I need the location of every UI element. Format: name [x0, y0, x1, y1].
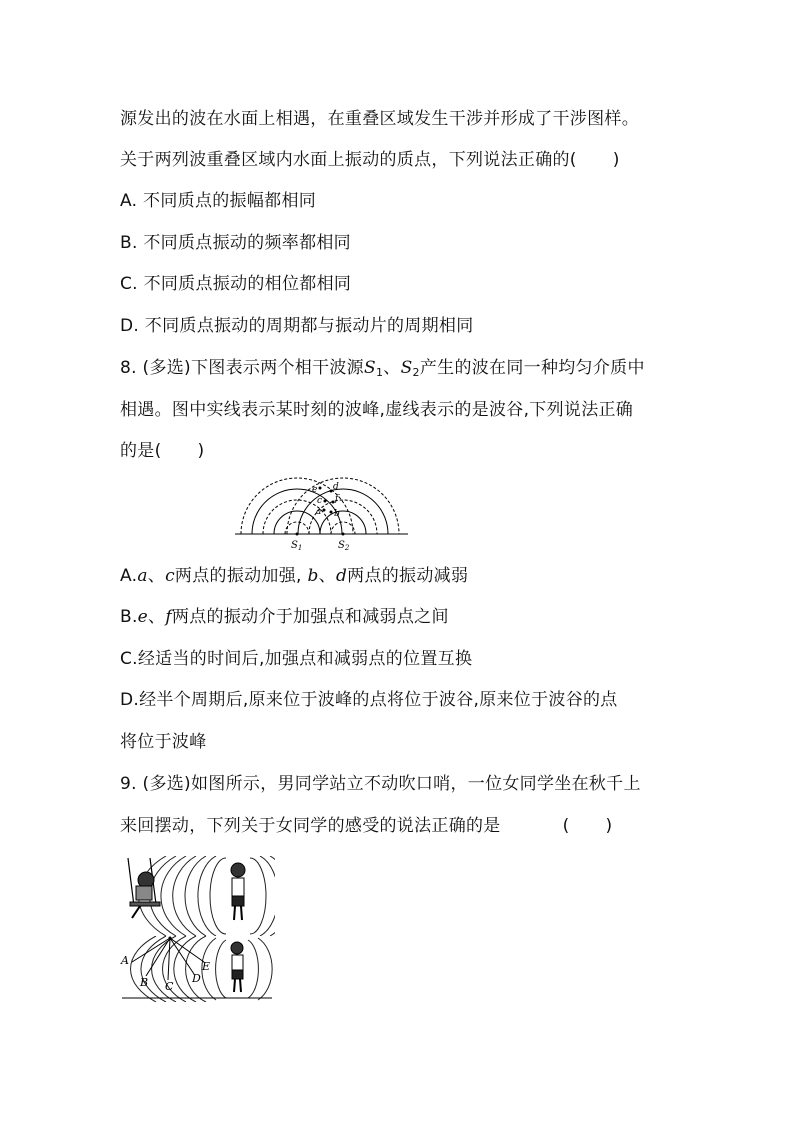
q8-option-b: B.e、f两点的振动介于加强点和减弱点之间	[120, 607, 449, 627]
swing-figure-bottom	[118, 936, 275, 1002]
q9-stem-line1: 9. (多选)如图所示，男同学站立不动吹口哨，一位女同学坐在秋千上	[120, 774, 641, 794]
q7-stem-close: )	[612, 150, 620, 170]
q8-stem-text: 的是(	[120, 441, 162, 461]
q9-stem-line2: 来回摆动，下列关于女同学的感受的说法正确的是 ( )	[120, 816, 613, 836]
s1-label: $S_1$	[291, 540, 303, 552]
position-d-label: D	[192, 972, 201, 985]
q7-option-c: C. 不同质点振动的相位都相同	[120, 274, 352, 294]
q8-option-d-line2: 将位于波峰	[120, 732, 207, 752]
position-b-label: B	[140, 976, 149, 989]
q7-stem-line1: 源发出的波在水面上相遇，在重叠区域发生干涉并形成了干涉图样。	[120, 109, 639, 129]
q8-option-a: A.a、c两点的振动加强, b、d两点的振动减弱	[120, 566, 469, 586]
q7-option-a: A. 不同质点的振幅都相同	[120, 191, 317, 211]
swing-figure-top	[120, 856, 275, 936]
q8-option-c: C.经适当的时间后,加强点和减弱点的位置互换	[120, 649, 473, 669]
s2-symbol: S	[400, 358, 413, 378]
position-e-label: E	[202, 960, 211, 973]
s2-label: $S_2$	[338, 540, 350, 552]
point-e-label: e	[312, 485, 318, 495]
q8-option-d-line1: D.经半个周期后,原来位于波峰的点将位于波谷,原来位于波谷的点	[120, 690, 618, 710]
interference-figure	[230, 468, 410, 554]
q8-stem-line2: 相遇。图中实线表示某时刻的波峰,虚线表示的是波谷,下列说法正确	[120, 400, 634, 420]
point-b-label: b	[334, 509, 340, 519]
s1-subscript: 1	[375, 366, 384, 379]
q7-stem-text: 关于两列波重叠区域内水面上振动的质点，下列说法正确的(	[120, 150, 577, 170]
q7-option-b: B. 不同质点振动的频率都相同	[120, 233, 351, 253]
point-d-label: d	[333, 482, 339, 492]
q7-option-d: D. 不同质点振动的周期都与振动片的周期相同	[120, 316, 474, 336]
q8-stem-line3	[120, 439, 204, 463]
s2-subscript: 2	[412, 366, 420, 379]
q8-stem-line1	[120, 356, 645, 385]
q8-rest-line1: 产生的波在同一种均匀介质中	[419, 358, 645, 378]
q8-prefix: 8. (多选)下图表示两个相干波源	[120, 358, 364, 378]
point-f-label: f	[335, 494, 339, 504]
q8-stem-close: )	[197, 441, 205, 461]
q8-separator: 、	[383, 358, 401, 378]
s1-symbol: S	[364, 358, 376, 378]
point-c-label: c	[317, 496, 323, 506]
point-a-label: a	[316, 507, 322, 517]
q7-stem-line2	[120, 148, 620, 172]
position-c-label: C	[165, 980, 174, 993]
position-a-label: A	[121, 954, 129, 967]
